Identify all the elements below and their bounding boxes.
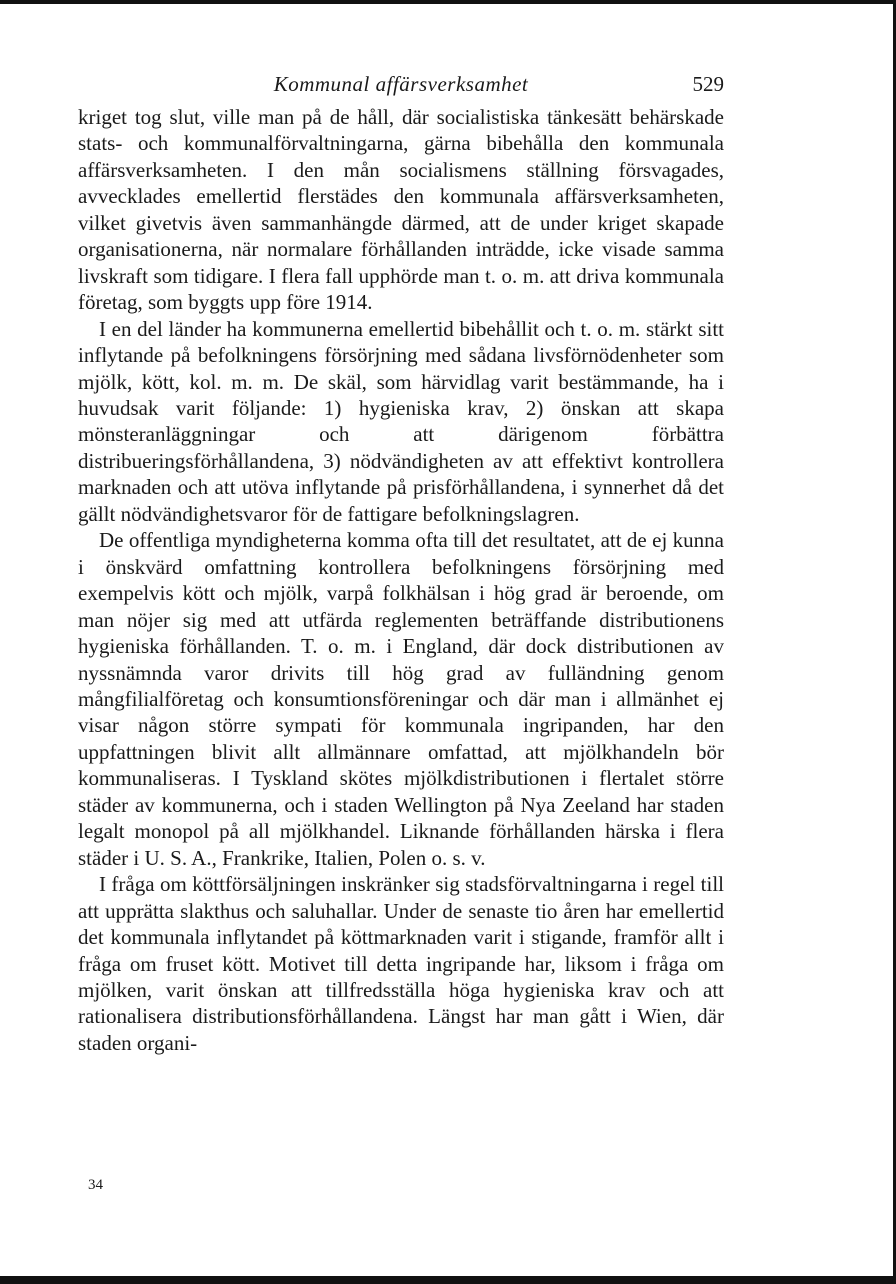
scan-border-top — [0, 0, 896, 4]
paragraph: I fråga om köttförsäljningen inskränker sig stadsförvaltningarna i regel till att upprätta slakthus och saluhallar. Under de senaste tio åren har emellertid det kommunala inflytandet på köttmarknaden varit i stigande, framför allt i fråga om fruset kött. Motivet till detta ingripande har, liksom i fråga om mjölken, varit önskan att tillfredsställa höga hygieniska krav och att rationalisera distributionsförhållandena. Längst har man gått i Wien, där staden organi- — [78, 872, 724, 1055]
running-head — [78, 72, 724, 102]
paragraph: De offentliga myndigheterna komma ofta till det resultatet, att de ej kunna i önskvärd omfattning kontrollera befolkningens försörjning med exempelvis kött och mjölk, varpå folkhälsan i hög grad är beroende, om man nöjer sig med att utfärda reglementen beträffande distributionens hygieniska förhållanden. T. o. m. i England, där dock distributionen av nyssnämnda varor drivits till hög grad av fulländning genom mångfilialföretag och konsumtionsföreningar och där man i allmänhet ej visar någon större sympati för kommunala ingripanden, har den uppfattningen blivit allt allmännare omfattad, att mjölkhandeln bör kommunaliseras. I Tyskland skötes mjölkdistributionen i flertalet större städer av kommunerna, och i staden Wellington på Nya Zeeland har staden legalt monopol på all mjölkhandel. Liknande förhållanden härska i flera städer i U. S. A., Frankrike, Italien, Polen o. s. v. — [78, 528, 724, 870]
body-text — [78, 104, 724, 1056]
book-page — [78, 72, 724, 1056]
paragraph: kriget tog slut, ville man på de håll, där socialistiska tänkesätt behärskade stats- och kommunalförvaltningarna, gärna bibehålla den kommunala affärsverksamheten. I den mån socialismens ställning försvagades, avvecklades emellertid flerstädes den kommunala affärsverksamheten, vilket givetvis även sammanhängde därmed, att de under kriget skapade organisationerna, när normalare förhållanden inträdde, icke visade samma livskraft som tidigare. I flera fall upphörde man t. o. m. att driva kommunala företag, som byggts upp före 1914. — [78, 105, 724, 315]
paragraph: I en del länder ha kommunerna emellertid bibehållit och t. o. m. stärkt sitt inflytande på befolkningens försörjning med sådana livsförnödenheter som mjölk, kött, kol. m. m. De skäl, som härvidlag varit bestämmande, ha i huvudsak varit följande: 1) hygieniska krav, 2) önskan att skapa mönsteranläggningar och att därigenom förbättra distribueringsförhållandena, 3) nödvändigheten av att effektivt kontrollera marknaden och att utöva inflytande på prisförhållandena, i synnerhet då det gällt nödvändighetsvaror för de fattigare befolkningslagren. — [78, 316, 724, 526]
running-title: Kommunal affärsverksamhet — [273, 72, 529, 96]
signature-mark: 34 — [88, 1177, 103, 1193]
scan-border-bottom — [0, 1276, 896, 1284]
page-number: 529 — [692, 72, 724, 96]
